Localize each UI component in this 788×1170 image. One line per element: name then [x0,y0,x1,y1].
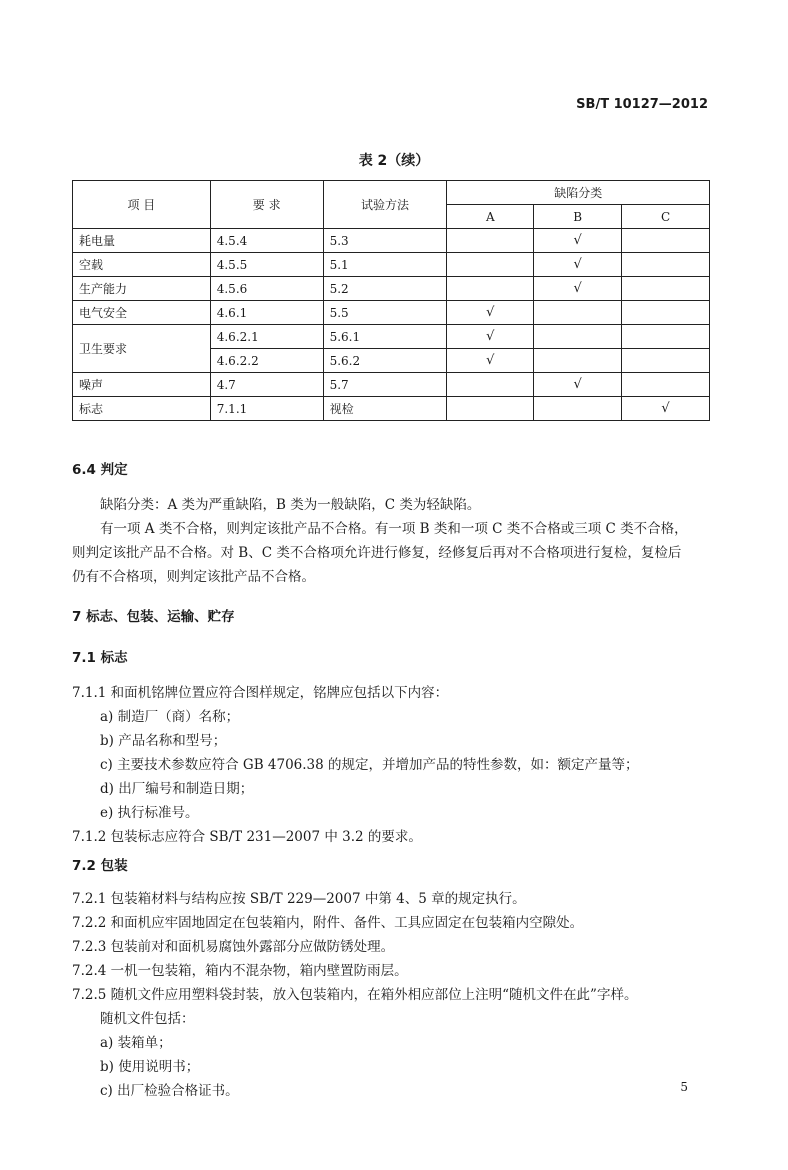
header-c: C [622,205,710,229]
section-7-2-heading: 7.2 包装 [72,858,128,874]
page-number: 5 [680,1080,688,1094]
header-b: B [534,205,622,229]
list-item: d) 出厂编号和制造日期； [100,781,254,797]
row-item: 生产能力 [73,277,211,301]
row-requirement: 4.6.2.1 [210,325,323,349]
section-7-heading: 7 标志、包装、运输、贮存 [72,609,235,625]
clause-7-2-1: 7.2.1 包装箱材料与结构应按 SB/T 229—2007 中第 4、5 章的规定执行。 [72,891,526,907]
table-row [73,373,710,397]
row-method: 5.1 [323,253,447,277]
check-mark: √ [447,301,534,325]
section-6-4-heading: 6.4 判定 [72,462,128,478]
table-row [73,301,710,325]
table-title: 表 2（续） [358,153,430,169]
header-method: 试验方法 [323,181,447,229]
clause-7-1-1: 7.1.1 和面机铭牌位置应符合图样规定，铭牌应包括以下内容： [72,685,449,701]
header-requirement: 要 求 [210,181,323,229]
header-a: A [447,205,534,229]
row-method: 5.7 [323,373,447,397]
row-requirement: 4.5.4 [210,229,323,253]
paragraph: 有一项 A 类不合格，则判定该批产品不合格。有一项 B 类和一项 C 类不合格或三项 C 类不合格， [100,521,688,537]
paragraph: 则判定该批产品不合格。对 B、C 类不合格项允许进行修复，经修复后再对不合格项进行复检，复检后 [72,545,682,561]
header-item: 项 目 [73,181,211,229]
check-mark: √ [447,349,534,373]
list-item: a) 制造厂（商）名称； [100,709,240,725]
table-row [73,325,710,349]
table-row [73,229,710,253]
clause-7-2-3: 7.2.3 包装前对和面机易腐蚀外露部分应做防锈处理。 [72,939,395,955]
defect-classification-table [72,180,710,421]
paragraph: 随机文件包括： [100,1011,195,1027]
check-mark: √ [534,229,622,253]
row-method: 5.6.1 [323,325,447,349]
table-row [73,253,710,277]
check-mark: √ [447,325,534,349]
check-mark: √ [534,277,622,301]
clause-7-1-2: 7.1.2 包装标志应符合 SB/T 231—2007 中 3.2 的要求。 [72,829,422,845]
row-requirement: 4.6.2.2 [210,349,323,373]
row-requirement: 4.5.6 [210,277,323,301]
row-requirement: 4.6.1 [210,301,323,325]
clause-7-2-5: 7.2.5 随机文件应用塑料袋封装，放入包装箱内，在箱外相应部位上注明“随机文件在此”字样。 [72,987,638,1003]
check-mark: √ [534,373,622,397]
row-item: 噪声 [73,373,211,397]
clause-7-2-4: 7.2.4 一机一包装箱，箱内不混杂物，箱内壁置防雨层。 [72,963,408,979]
row-item: 耗电量 [73,229,211,253]
clause-7-2-2: 7.2.2 和面机应牢固地固定在包装箱内，附件、备件、工具应固定在包装箱内空隙处。 [72,915,584,931]
paragraph: 仍有不合格项，则判定该批产品不合格。 [72,569,315,585]
list-item: c) 主要技术参数应符合 GB 4706.38 的规定，并增加产品的特性参数，如：额定产量等； [100,757,639,773]
row-item: 卫生要求 [73,325,211,373]
row-method: 5.3 [323,229,447,253]
section-7-1-heading: 7.1 标志 [72,650,128,666]
paragraph: 缺陷分类：A 类为严重缺陷，B 类为一般缺陷，C 类为轻缺陷。 [100,497,481,513]
header-defect-class: 缺陷分类 [447,181,710,205]
table-row [73,277,710,301]
row-requirement: 4.5.5 [210,253,323,277]
table-row [73,397,710,421]
row-method: 5.2 [323,277,447,301]
row-method: 5.5 [323,301,447,325]
list-item: b) 产品名称和型号； [100,733,227,749]
row-method: 5.6.2 [323,349,447,373]
list-item: c) 出厂检验合格证书。 [100,1083,239,1099]
row-method: 视检 [323,397,447,421]
row-item: 标志 [73,397,211,421]
list-item: a) 装箱单； [100,1035,172,1051]
check-mark: √ [622,397,710,421]
check-mark: √ [534,253,622,277]
row-requirement: 7.1.1 [210,397,323,421]
list-item: b) 使用说明书； [100,1059,200,1075]
row-requirement: 4.7 [210,373,323,397]
list-item: e) 执行标准号。 [100,805,199,821]
row-item: 空载 [73,253,211,277]
standard-code: SB/T 10127—2012 [576,97,708,112]
row-item: 电气安全 [73,301,211,325]
